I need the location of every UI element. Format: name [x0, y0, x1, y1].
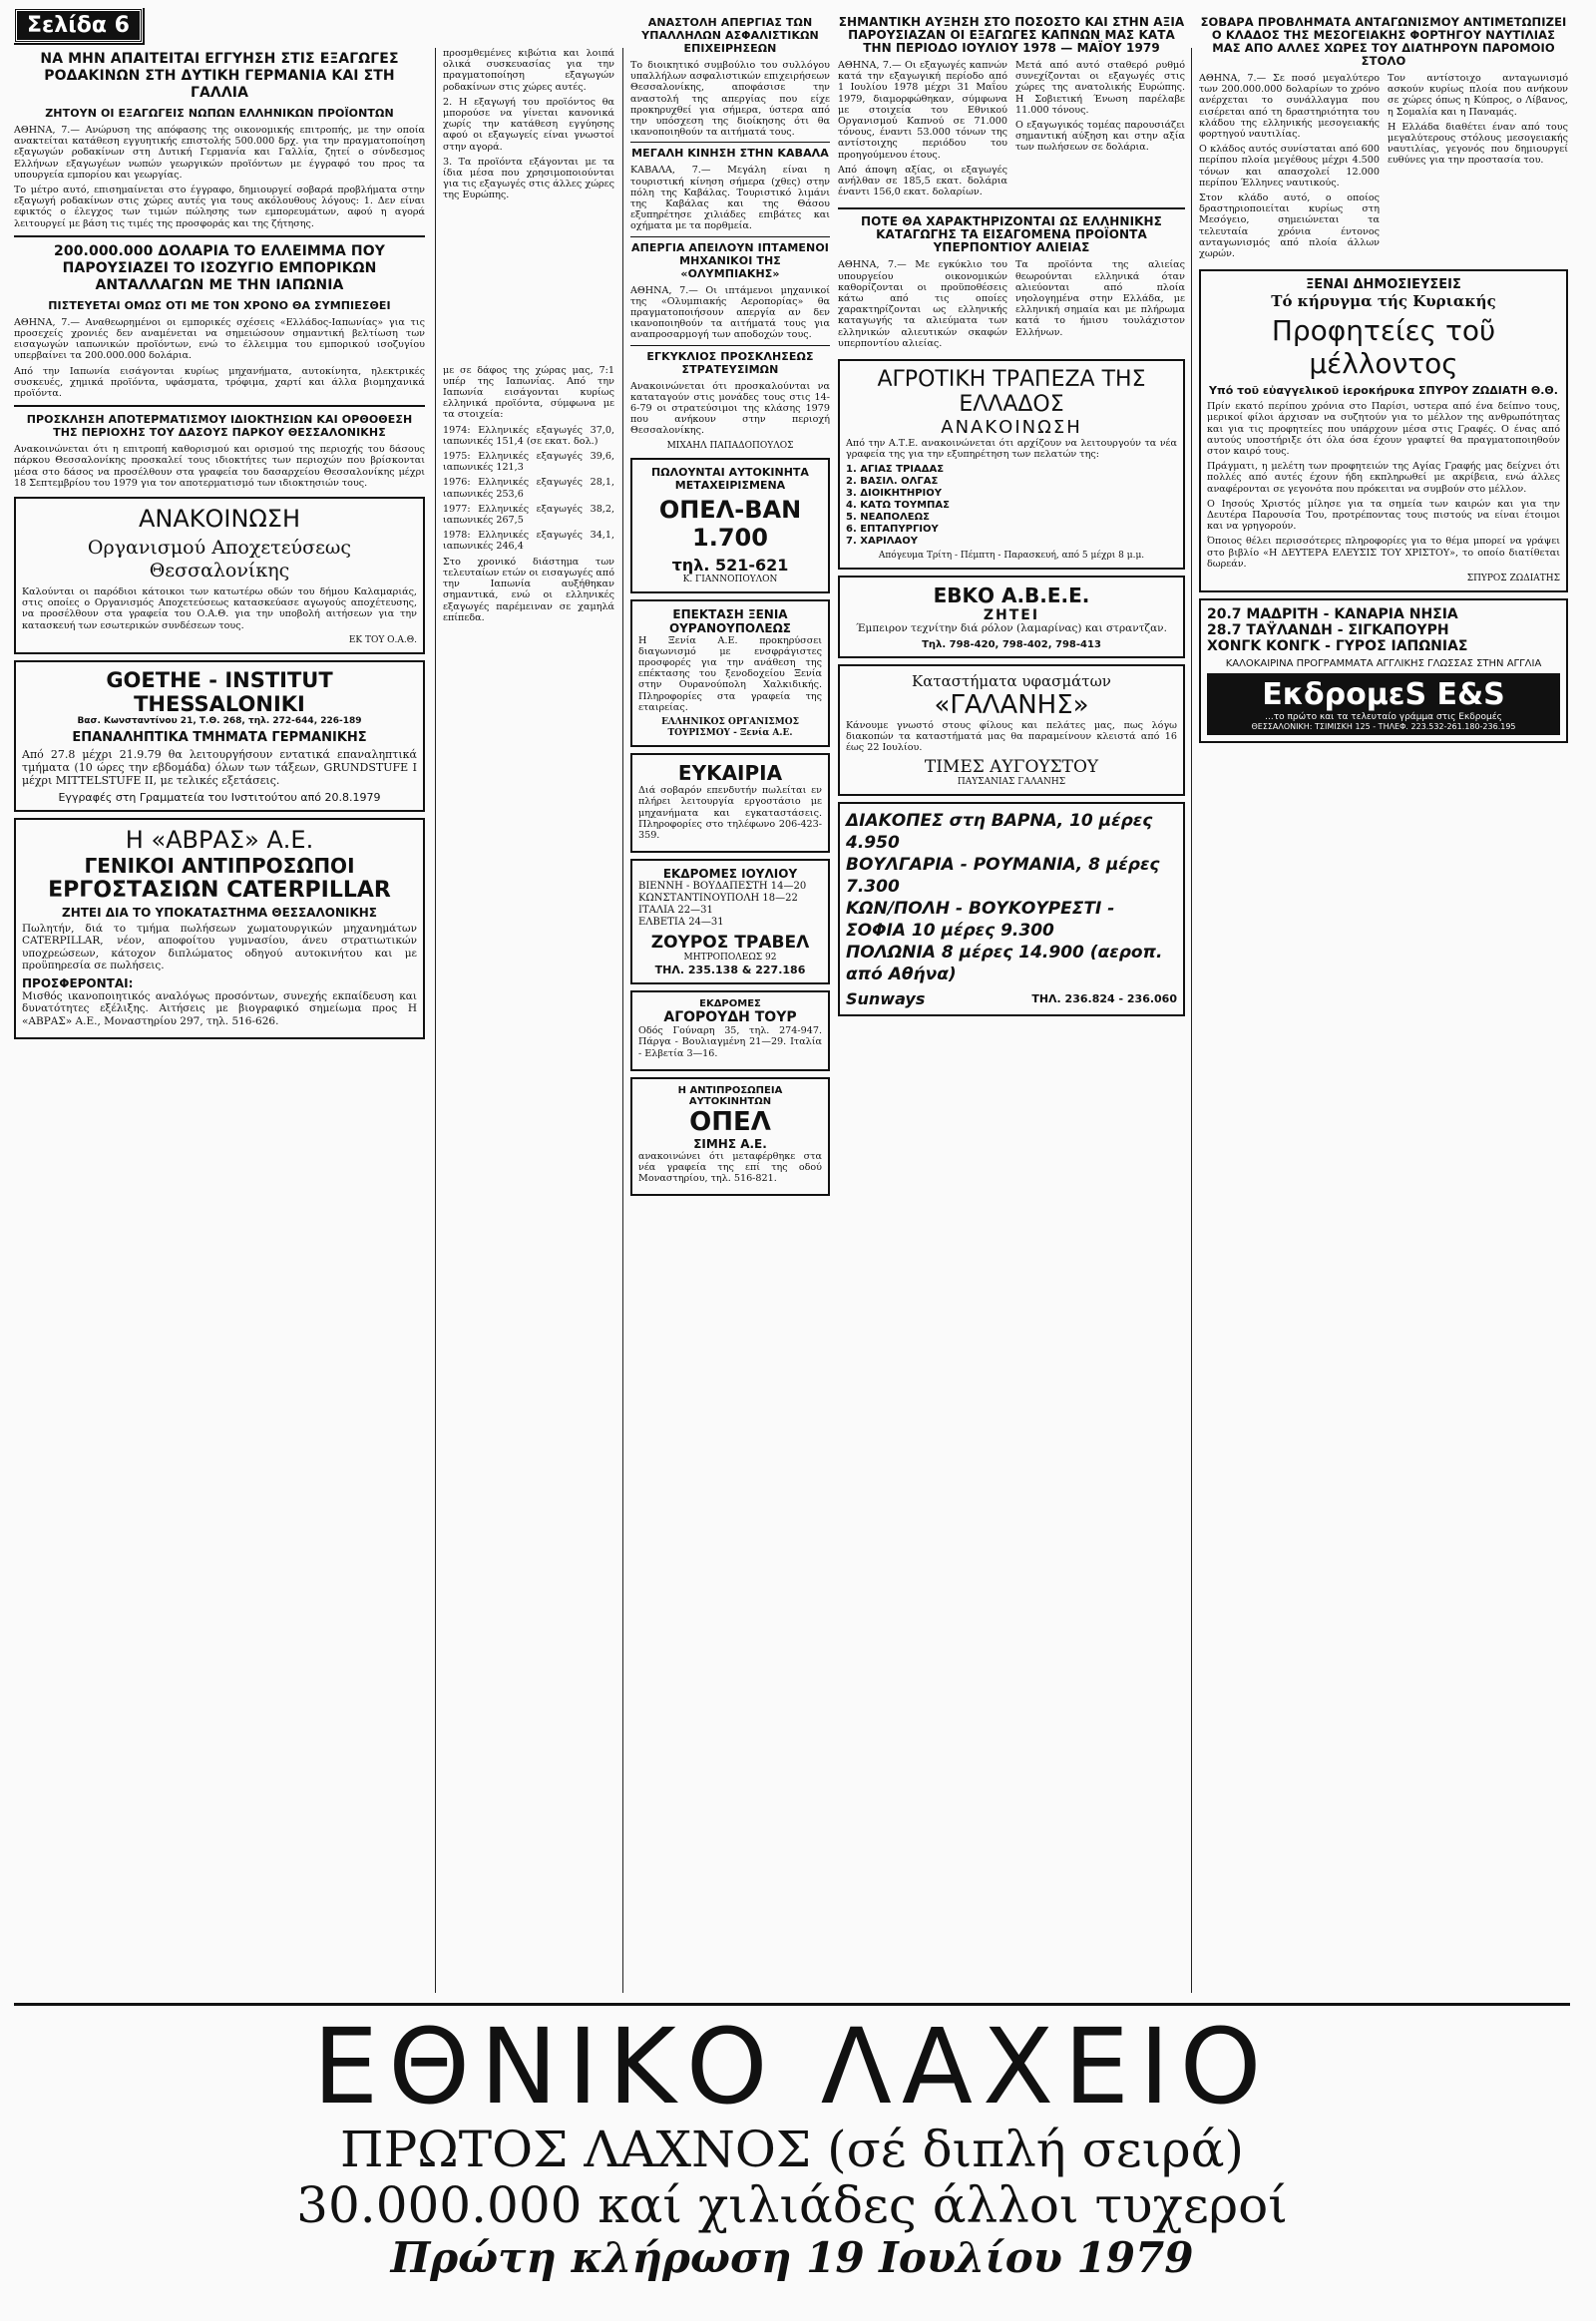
- ad-name: Κ. ΓΙΑΝΝΟΠΟΥΛΟΝ: [682, 574, 778, 584]
- ad-title: ΕΚΔΡΟΜΕΣ: [699, 998, 761, 1010]
- ad-footer: ΣΠΥΡΟΣ ΖΩΔΙΑΤΗΣ: [1466, 574, 1560, 584]
- article-text: Μετά από αυτό σταθερό ρυθμό συνεχίζονται οι εξαγωγές στις χώρες της ανατολικής Ευρώπης. Η Σοβιετική Ένωση παρέλαβε 11.000 τόνους.: [1015, 60, 1185, 116]
- article-text: Από την Ιαπωνία εισάγονται κυρίως μηχανήματα, αυτοκίνητα, ηλεκτρικές συσκευές, χημικά προϊόντα, υφάσματα, τρόφιμα, χαρτί και άλλα βιομηχανικά προϊόντα.: [14, 365, 425, 400]
- article-text: Τον αντίστοιχο ανταγωνισμό ασκούν κυρίως πλοία που ανήκουν σε χώρες όπως η Κύπρος, ο Λίβανος, η Σομαλία και η Παναμάς.: [1388, 73, 1568, 118]
- ad-tagline: ...το πρώτο και τα τελευταίο γράμμα στις Εκδρομές: [1265, 712, 1502, 723]
- ad-footer: Απόγευμα Τρίτη - Πέμπτη - Παρασκευή, από 5 μέχρι 8 μ.μ.: [878, 551, 1145, 562]
- signature: ΜΙΧΑΗΛ ΠΑΠΑΔΟΠΟΥΛΟΣ: [666, 440, 794, 451]
- ad-title: ΕΚΔΡΟΜΕΣ ΙΟΥΛΙΟΥ: [662, 867, 798, 882]
- ad-phone: τηλ. 521-621: [671, 555, 789, 575]
- list-item: ΚΩΝΣΤΑΝΤΙΝΟΥΠΟΛΗ 18—22: [638, 893, 798, 905]
- article-text: Τα προϊόντα της αλιείας θεωρούνται ελληνικά όταν αλιεύονται από πλοία νηολογημένα στην Ελλάδα, με ελληνική σημαία και με πλήρωμα κατά το ήμισυ τουλάχιστον Ελλήνων.: [1015, 259, 1185, 338]
- ad-text: Έμπειρον τεχνίτην διά ρόλον (λαμαρίνας) και στραντζαν.: [856, 622, 1167, 635]
- trip-list: [638, 881, 822, 929]
- ad-title: ΞΕΝΑΙ ΔΗΜΟΣΙΕΥΣΕΙΣ: [1306, 277, 1461, 293]
- brand-logo: Sunways: [846, 989, 926, 1009]
- stat-line: 1974: Ελληνικές εξαγωγές 37,0, ιαπωνικές 151,4 (σε εκατ. δολ.): [443, 424, 614, 447]
- trip-line: 20.7 ΜΑΔΡΙΤΗ - ΚΑΝΑΡΙΑ ΝΗΣΙΑ: [1207, 606, 1458, 623]
- headline: ΑΠΕΡΓΙΑ ΑΠΕΙΛΟΥΝ ΙΠΤΑΜΕΝΟΙ ΜΗΧΑΝΙΚΟΙ ΤΗΣ «ΟΛΥΜΠΙΑΚΗΣ»: [631, 240, 829, 280]
- column-rule: [622, 48, 623, 1993]
- article-text: ΑΘΗΝΑ, 7.— Οι εξαγωγές καπνών κατά την εξαγωγική περίοδο από 1 Ιουλίου 1978 μέχρι 31 Μαΐου 1979, διαμορφώθηκαν, σύμφωνα με στοιχεία του Εθνικού Οργανισμού Καπνού σε 71.000 τόνους, έναντι 53.000 τόνων της αντίστοιχης περιόδου του προηγούμενου έτους.: [838, 60, 1007, 161]
- ad-byline: Υπό τοῦ εὐαγγελικοῦ ἱεροκήρυκα ΣΠΥΡΟΥ ΖΩΔΙΑΤΗ Θ.Θ.: [1209, 384, 1558, 398]
- ad-footer: ΕΚ ΤΟΥ Ο.Α.Θ.: [348, 634, 417, 645]
- ad-org: Οργανισμού Αποχετεύσεως Θεσσαλονίκης: [87, 537, 352, 582]
- ad-heading: ΕΠΑΝΑΛΗΠΤΙΚΑ ΤΜΗΜΑΤΑ ΓΕΡΜΑΝΙΚΗΣ: [72, 729, 367, 745]
- lottery-banner: [14, 2003, 1570, 2310]
- page-label: Σελίδα 6: [14, 8, 143, 43]
- trip-line: 28.7 ΤΑΫΛΑΝΔΗ - ΣΙΓΚΑΠΟΥΡΗ: [1207, 622, 1449, 639]
- article-text: Η Ελλάδα διαθέτει έναν από τους μεγαλύτερους στόλους μεσογειακής ναυτιλίας, γεγονός που δημιουργεί ευθύνες για την προστασία του.: [1388, 121, 1568, 167]
- ad-line: ΓΕΝΙΚΟΙ ΑΝΤΙΠΡΟΣΩΠΟΙ: [84, 853, 355, 878]
- brand-block: [1207, 673, 1560, 735]
- lottery-line: ΠΡΩΤΟΣ ΛΑΧΝΟΣ (σέ διπλή σειρά): [340, 2121, 1244, 2178]
- list-item: 7. ΧΑΡΙΛΑΟΥ: [846, 536, 918, 548]
- ad-galanis: [838, 664, 1185, 797]
- article-text: Το μέτρο αυτό, επισημαίνεται στο έγγραφο, δημιουργεί σοβαρά προβλήματα στην εξαγωγή ροδακίνων στις χώρες αυτές για τους ακόλουθους λόγους: 1. Δεν είναι εφικτός ο έλεγχος των τιμών πώλησης των εμπορευμάτων, αφού η αγορά λειτουργεί με βάση τις τιμές της προσφοράς και της ζήτησης.: [14, 185, 425, 229]
- article-text: Από άποψη αξίας, οι εξαγωγές ανήλθαν σε 185,5 εκατ. δολάρια έναντι 156,0 εκατ. δολαρίων.: [838, 164, 1007, 198]
- ad-footer: ΕΛΛΗΝΙΚΟΣ ΟΡΓΑΝΙΣΜΟΣ ΤΟΥΡΙΣΜΟΥ - Ξενία Α.Ε.: [661, 717, 799, 739]
- ad-zouros-travel: [630, 859, 830, 984]
- article-text: ΑΘΗΝΑ, 7.— Σε ποσό μεγαλύτερο των 200.000.000 δολαρίων το χρόνο ανέρχεται το συνάλλαγμα που εισέρεται από τη δραστηριότητα του κλάδου της ελληνικής μεσογειακής φορτηγού ναυτιλίας.: [1199, 73, 1380, 141]
- ad-line: ΟΠΕΛ-ΒΑΝ 1.700: [658, 495, 802, 552]
- column-1: [14, 8, 425, 1998]
- headline: ΣΗΜΑΝΤΙΚΗ ΑΥΞΗΣΗ ΣΤΟ ΠΟΣΟΣΤΟ ΚΑΙ ΣΤΗΝ ΑΞΙΑ ΠΑΡΟΥΣΙΑΖΑΝ ΟΙ ΕΞΑΓΩΓΕΣ ΚΑΠΝΩΝ ΜΑΣ ΚΑΤΑ ΤΗΝ ΠΕΡΙΟΔΟ ΙΟΥΛΙΟΥ 1978 — ΜΑΪΟΥ 1979: [838, 16, 1185, 55]
- list-item: 2. ΒΑΣΙΛ. ΟΛΓΑΣ: [846, 476, 939, 488]
- branch-list: [846, 464, 1177, 548]
- ad-sermon: [1199, 269, 1568, 592]
- ad-text: ανακοινώνει ότι μεταφέρθηκε στα νέα γραφεία της επί της οδού Μοναστηρίου, τηλ. 516-821.: [638, 1150, 822, 1185]
- article-text: Στον κλάδο αυτό, ο οποίος δραστηριοποιείται κυρίως στη Μεσόγειο, σημειώνεται τα τελευταία χρόνια έντονος ανταγωνισμός από πλοία άλλων χωρών.: [1199, 193, 1380, 260]
- ad-text: Η Ξενία Α.Ε. προκηρύσσει διαγωνισμό με ενσφράγιστες προσφορές για την ανάθεση της επέκτασης του ξενοδοχείου Ξενία στην Ουρανούπολη Χαλκιδικής. Πληροφορίες στα γραφεία της εταιρείας.: [638, 634, 822, 713]
- headline: 200.000.000 ΔΟΛΑΡΙΑ ΤΟ ΕΛΛΕΙΜΜΑ ΠΟΥ ΠΑΡΟΥΣΙΑΖΕΙ ΤΟ ΙΣΟΖΥΓΙΟ ΕΜΠΟΡΙΚΩΝ ΑΝΤΑΛΛΑΓΩΝ ΜΕ ΤΗΝ ΙΑΠΩΝΙΑ: [54, 242, 385, 293]
- ad-sunways: [838, 802, 1185, 1016]
- lottery-title: ΕΘΝΙΚΟ ΛΑΧΕΙΟ: [312, 2006, 1272, 2128]
- ad-title: Η «ΑΒΡΑΣ» Α.Ε.: [125, 825, 314, 854]
- ad-text: Από την Α.Τ.Ε. ανακοινώνεται ότι αρχίζουν να λειτουργούν τα νέα γραφεία της για την εξυπηρέτηση των πελατών της:: [846, 438, 1177, 461]
- article-text: Ανακοινώνεται ότι η επιτροπή καθορισμού και ορισμού της περιοχής του δάσους πάρκου Θεσσαλονίκης προσκαλεί τους ιδιοκτήτες των περιοχών που βρίσκονται μέσα στο δάσος να προσέλθουν στα γραφεία του δασαρχείου Θεσσαλονίκης μέχρι 18 Σεπτεμβρίου του 1979 για τον αποτερματισμό των ιδιοκτησιών τους.: [14, 444, 425, 489]
- trip-line: ΠΟΛΩΝΙΑ 8 μέρες 14.900 (αεροπ. από Αθήνα): [846, 943, 1163, 985]
- brand-logo: ΕκδρομεS E&S: [1262, 677, 1505, 713]
- ad-address: ΘΕΣΣΑΛΟΝΙΚΗ: ΤΣΙΜΙΣΚΗ 125 - ΤΗΛΕΦ. 223.532-261.180-236.195: [1251, 722, 1516, 732]
- ad-line: ΖΗΤΕΙ ΔΙΑ ΤΟ ΥΠΟΚΑΤΑΣΤΗΜΑ ΘΕΣΣΑΛΟΝΙΚΗΣ: [62, 905, 377, 920]
- ad-subtitle: ΖΗΤΕΙ: [983, 607, 1040, 624]
- ad-text: Όποιος θέλει περισσότερες πληροφορίες για το θέμα μπορεί να γράψει στο βιβλίο «Η ΔΕΥΤΕΡΑ ΕΛΕΥΣΙΣ ΤΟΥ ΧΡΙΣΤΟΥ», το οποίο διατίθεται δωρεάν.: [1207, 536, 1560, 570]
- article-text: Ο κλάδος αυτός συνίσταται από 600 περίπου πλοία μεγέθους μέχρι 4.500 τόνων και απασχολεί 12.000 περίπου Έλληνες ναυτικούς.: [1199, 144, 1380, 189]
- ad-title: Καταστήματα υφασμάτων: [912, 671, 1111, 690]
- trip-line: ΧΟΝΓΚ ΚΟΝΓΚ - ΓΥΡΟΣ ΙΑΠΩΝΙΑΣ: [1207, 638, 1468, 655]
- ad-title: ΕΠΕΚΤΑΣΗ ΞΕΝΙΑ ΟΥΡΑΝΟΥΠΟΛΕΩΣ: [668, 606, 792, 635]
- headline: ΝΑ ΜΗΝ ΑΠΑΙΤΕΙΤΑΙ ΕΓΓΥΗΣΗ ΣΤΙΣ ΕΞΑΓΩΓΕΣ ΡΟΔΑΚΙΝΩΝ ΣΤΗ ΔΥΤΙΚΗ ΓΕΡΜΑΝΙΑ ΚΑΙ ΣΤΗ ΓΑΛΛΙΑ: [40, 51, 399, 101]
- article-text: ΚΑΒΑΛΑ, 7.— Μεγάλη είναι η τουριστική κίνηση σήμερα (χθες) στην πόλη της Καβάλας. Τουριστικό λιμάνι της Καβάλας και της Θάσου εξυπηρέτησε χιλιάδες επιβάτες και οχήματα με τα πορθμεία.: [630, 165, 830, 232]
- article-text: Στο χρονικό διάστημα των τελευταίων ετών οι εισαγωγές από την Ιαπωνία αυξήθηκαν σημαντικά, ενώ οι ελληνικές εξαγωγές παρέμειναν σε χαμηλά επίπεδα.: [443, 556, 614, 623]
- ad-footer: Εγγραφές στη Γραμματεία του Ινστιτούτου από 20.8.1979: [58, 790, 381, 804]
- ad-cars: [630, 458, 830, 593]
- trip-line: ΚΑΛΟΚΑΙΡΙΝΑ ΠΡΟΓΡΑΜΜΑΤΑ ΑΓΓΛΙΚΗΣ ΓΛΩΣΣΑΣ ΣΤΗΝ ΑΓΓΛΙΑ: [1225, 658, 1542, 670]
- lottery-date: Πρώτη κλήρωση 19 Ιουλίου 1979: [390, 2233, 1194, 2282]
- column-4: [838, 16, 1185, 1996]
- article-text: 3. Τα προϊόντα εξάγονται με τα ίδια μέσα που χρησιμοποιούνται για τις εξαγωγές στις άλλες χώρες της Ευρώπης.: [443, 156, 614, 201]
- subheadline: ΠΙΣΤΕΥΕΤΑΙ ΟΜΩΣ ΟΤΙ ΜΕ ΤΟΝ ΧΡΟΝΟ ΘΑ ΣΥΜΠΙΕΣΘΕΙ: [48, 298, 391, 312]
- list-item: 1. ΑΓΙΑΣ ΤΡΙΑΔΑΣ: [846, 464, 945, 476]
- stat-line: 1977: Ελληνικές εξαγωγές 38,2, ιαπωνικές 267,5: [443, 503, 614, 527]
- newspaper-page: [14, 8, 1570, 2312]
- ad-line: ΕΡΓΟΣΤΑΣΙΩΝ CATERPILLAR: [48, 877, 391, 903]
- ad-title: ΕΥΚΑΙΡΙΑ: [677, 761, 783, 786]
- column-3: [630, 16, 830, 1996]
- ad-text: Καλούνται οι παρόδιοι κάτοικοι των κατωτέρω οδών του δήμου Καλαμαριάς, στις οποίες ο Οργανισμός Αποχετεύσεως κατασκεύασε αγωγούς αποχέτευσης, να προσέλθουν στα γραφεία του Ο.Α.Θ. για την υποβολή αιτήσεων για την κατασκευή των εσωτερικών συνδέσεων τους.: [22, 586, 417, 631]
- article-text: Ο εξαγωγικός τομέας παρουσιάζει σημαντική αύξηση και στην αξία των πωλήσεων σε δολάρια.: [1015, 120, 1185, 154]
- stat-line: 1976: Ελληνικές εξαγωγές 28,1, ιαπωνικές 253,6: [443, 477, 614, 500]
- list-item: ΕΛΒΕΤΙΑ 24—31: [638, 917, 724, 929]
- ad-phone: ΤΗΛ. 235.138 & 227.186: [654, 964, 806, 977]
- ad-text: Μισθός ικανοποιητικός αναλόγως προσόντων, συνεχής εκπαίδευση και δυνατότητες εξέλιξης. Αιτήσεις με βιογραφικό σημείωμα προς Η «ΑΒΡΑΣ» Α.Ε., Μοναστηρίου 297, τηλ. 516-626.: [22, 989, 417, 1027]
- ad-company: ΣΙΜΗΣ Α.Ε.: [693, 1136, 767, 1151]
- list-item: 6. ΕΠΤΑΠΥΡΓΙΟΥ: [846, 524, 939, 536]
- ad-brand: ΟΠΕΛ: [689, 1106, 771, 1137]
- ad-title: ΕΒΚΟ Α.Β.Ε.Ε.: [933, 583, 1090, 608]
- article-text: ΑΘΗΝΑ, 7.— Αναθεωρημένοι οι εμπορικές σχέσεις «Ελλάδος-Ιαπωνίας» για τις προσεχείς χρονιές δεν αναμένεται να σημειώσουν σημαντική βελτίωση των εισαγωγών ιαπωνικών προϊόντων, ενώ το έλλειμμα του εμπορικού ισοζυγίου υπερβαίνει τα 200.000.000 δολάρια.: [14, 316, 425, 362]
- article-text: 2. Η εξαγωγή του προϊόντος θα μπορούσε να γίνεται κανονικά χωρίς την κατάθεση εγγύησης αφού οι εξαγωγείς είναι γνωστοί στην αγορά.: [443, 96, 614, 153]
- ad-goethe: [14, 660, 425, 812]
- stat-line: 1975: Ελληνικές εξαγωγές 39,6, ιαπωνικές 121,3: [443, 451, 614, 474]
- trip-line: ΒΟΥΛΓΑΡΙΑ - ΡΟΥΜΑΝΙΑ, 8 μέρες 7.300: [846, 855, 1160, 898]
- ad-opportunity: [630, 753, 830, 853]
- article-text: Ανακοινώνεται ότι προσκαλούνται να καταταγούν στις μονάδες τους στις 14-6-79 οι στρατεύσιμοι της κλάσης 1979 που ανήκουν στην περιοχή Θεσσαλονίκης.: [630, 380, 830, 437]
- subheadline: ΖΗΤΟΥΝ ΟΙ ΕΞΑΓΩΓΕΙΣ ΝΩΠΩΝ ΕΛΛΗΝΙΚΩΝ ΠΡΟΪΟΝΤΩΝ: [45, 107, 394, 120]
- stat-line: 1978: Ελληνικές εξαγωγές 34,1, ιαπωνικές 246,4: [443, 530, 614, 553]
- column-rule: [435, 48, 436, 1993]
- ad-text: Πράγματι, η μελέτη των προφητειών της Αγίας Γραφής μας δείχνει ότι πολλές από αυτές έχουν ήδη εκπληρωθεί με ακρίβεια, ενώ άλλες αναφέρονται σε γεγονότα που πρόκειται να συμβούν στο μέλλον.: [1207, 461, 1560, 495]
- ad-evko: [838, 576, 1185, 657]
- ad-agoroudi-tour: [630, 990, 830, 1071]
- ad-xenia: [630, 599, 830, 747]
- ad-address: ΜΗΤΡΟΠΟΛΕΩΣ 92: [683, 953, 777, 964]
- ad-title: ΑΓΡΟΤΙΚΗ ΤΡΑΠΕΖΑ ΤΗΣ ΕΛΛΑΔΟΣ: [877, 367, 1146, 418]
- list-item: 3. ΔΙΟΙΚΗΤΗΡΙΟΥ: [846, 488, 943, 500]
- trip-line: ΔΙΑΚΟΠΕΣ στη ΒΑΡΝΑ, 10 μέρες 4.950: [846, 811, 1153, 854]
- list-item: 4. ΚΑΤΩ ΤΟΥΜΠΑΣ: [846, 500, 950, 512]
- ad-company: «ΓΑΛΑΝΗΣ»: [934, 689, 1089, 720]
- column-2: [443, 48, 614, 706]
- ad-title: ΑΝΑΚΟΙΝΩΣΗ: [139, 505, 300, 534]
- article-text: Το διοικητικό συμβούλιο του συλλόγου υπαλλήλων ασφαλιστικών επιχειρήσεων Θεσσαλονίκης, αποφάσισε την αναστολή της απεργίας που είχε προκηρυχθεί για σήμερα, ύστερα από την υπόσχεση της διοίκησης ότι θα ικανοποιηθούν τα αιτήματά τους.: [630, 60, 830, 139]
- trip-line: ΚΩΝ/ΠΟΛΗ - ΒΟΥΚΟΥΡΕΣΤΙ - ΣΟΦΙΑ 10 μέρες 9.300: [846, 899, 1115, 942]
- article-text: ΑΘΗΝΑ, 7.— Ανώρυση της απόφασης της οικονομικής επιτροπής, με την οποία ανακτείται κατάθεση εγγυητικής επιστολής 500.000 δρχ. για την πραγματοποίηση εξαγωγών ροδακίνων στη Δυτική Γερμανία και Γαλλία, ζητεί ο σύνδεσμος Ελλήνων εξαγωγέων νωπών γεωργικών προϊόντων με έγγραφό του προς τα υπουργεία εμπορίου και γεωργίας.: [14, 125, 425, 181]
- list-item: ΙΤΑΛΙΑ 22—31: [638, 905, 713, 917]
- headline: ΑΝΑΣΤΟΛΗ ΑΠΕΡΓΙΑΣ ΤΩΝ ΥΠΑΛΛΗΛΩΝ ΑΣΦΑΛΙΣΤΙΚΩΝ ΕΠΙΧΕΙΡΗΣΕΩΝ: [641, 16, 819, 55]
- ad-subtitle: Τό κήρυγμα τής Κυριακής: [1271, 292, 1496, 311]
- ad-company: ΑΓΟΡΟΥΔΗ ΤΟΥΡ: [663, 1009, 797, 1026]
- ad-text: Κάνουμε γνωστό στους φίλους και πελάτες μας, πως λόγω διακοπών τα καταστήματά μας θα παραμείνουν κλειστά από 16 έως 22 Ιουλίου.: [846, 719, 1177, 754]
- ad-avras: [14, 818, 425, 1040]
- ad-phone: ΤΗΛ. 236.824 - 236.060: [1031, 992, 1177, 1006]
- ad-title: GOETHE - INSTITUT THESSALONIKI: [106, 667, 333, 716]
- ad-text: Πωλητήν, διά το τμήμα πωλήσεων χωματουργικών μηχανημάτων CATERPILLAR, νέον, αποφοίτου γυμνασίου, άνευ στρατιωτικών υποχρεώσεων, κάτοχον διπλώματος οδηγού αυτοκινήτου και με προϋπηρεσία σε πωλήσεις.: [22, 922, 417, 972]
- headline: ΣΟΒΑΡΑ ΠΡΟΒΛΗΜΑΤΑ ΑΝΤΑΓΩΝΙΣΜΟΥ ΑΝΤΙΜΕΤΩΠΙΖΕΙ Ο ΚΛΑΔΟΣ ΤΗΣ ΜΕΣΟΓΕΙΑΚΗΣ ΦΟΡΤΗΓΟΥ ΝΑΥΤΙΛΙΑΣ ΜΑΣ ΑΠΟ ΑΛΛΕΣ ΧΩΡΕΣ ΤΟΥ ΔΙΑΤΗΡΟΥΝ ΠΑΡΟΜΟΙΟ ΣΤΟΛΟ: [1200, 16, 1567, 68]
- ad-heading: Προφητείες τοῦ μέλλοντος: [1271, 314, 1496, 381]
- article-text: ΑΘΗΝΑ, 7.— Με εγκύκλιο του υπουργείου οικονομικών καθορίζονται οι προϋποθέσεις κάτω από τις οποίες χαρακτηρίζονται ως ελληνικής καταγωγής τα αλιεύματα των ελληνικών αλιευτικών σκαφών υπερποντίου αλιείας.: [838, 259, 1007, 349]
- column-rule: [1191, 48, 1192, 1993]
- headline: ΠΡΟΣΚΛΗΣΗ ΑΠΟΤΕΡΜΑΤΙΣΜΟΥ ΙΔΙΟΚΤΗΣΙΩΝ ΚΑΙ ΟΡΘΟΘΕΣΗ ΤΗΣ ΠΕΡΙΟΧΗΣ ΤΟΥ ΔΑΣΟΥΣ ΠΑΡΚΟΥ ΘΕΣΣΑΛΟΝΙΚΗΣ: [26, 413, 413, 440]
- ad-text: Από 27.8 μέχρι 21.9.79 θα λειτουργήσουν εντατικά επαναληπτικά τμήματα (10 ώρες την εβδομάδα) όλων των τάξεων, GRUNDSTUFE I μέχρι MITTELSTUFE II, με τελικές εξετάσεις.: [22, 747, 417, 787]
- ad-company: ΖΟΥΡΟΣ ΤΡΑΒΕΛ: [650, 933, 810, 954]
- ad-offer-label: ΠΡΟΣΦΕΡΟΝΤΑΙ:: [22, 975, 134, 990]
- ad-line: ΠΩΛΟΥΝΤΑΙ ΑΥΤΟΚΙΝΗΤΑ ΜΕΤΑΧΕΙΡΙΣΜΕΝΑ: [651, 465, 809, 492]
- article-text: προσμθεμένες κιβώτια και λοιπά ολικά συσκευασίας για την πραγματοποίηση εξαγωγών ροδακίνων στις χώρες αυτές.: [443, 48, 614, 93]
- lottery-line: 30.000.000 καί χιλιάδες άλλοι τυχεροί: [296, 2176, 1288, 2234]
- ad-text: Διά σοβαρόν επενδυτήν πωλείται εν πλήρει λειτουργία εργοστάσιο με μηχανήματα και εγκαταστάσεις. Πληροφορίες στο τηλέφωνο 206-423-359.: [638, 785, 822, 841]
- article-text: ΑΘΗΝΑ, 7.— Οι ιπτάμενοι μηχανικοί της «Ολυμπιακής Αεροπορίας» θα πραγματοποιήσουν απεργία αν δεν ικανοποιηθούν τα αιτήματά τους για αναπροσαρμογή των αποδοχών τους.: [630, 284, 830, 341]
- ad-oath: [14, 497, 425, 654]
- ad-subtitle: ΤΙΜΕΣ ΑΥΓΟΥΣΤΟΥ: [924, 757, 1099, 778]
- ad-footer: ΠΑΥΣΑΝΙΑΣ ΓΑΛΑΝΗΣ: [957, 777, 1066, 788]
- ad-agricultural-bank: [838, 359, 1185, 570]
- ad-text: Πρίν εκατό περίπου χρόνια στο Παρίσι, υστερα από ένα δείπνο τους, μερικοί φίλοι άρχισαν να συζητούν για το μέλλον της ανθρωπότητας και για τις προφητείες που υπάρχουν μέσα στις Γραφές. Ο ένας από αυτούς υποστήριξε ότι όλα όσα έχουν γραφτεί θα πραγματοποιηθούν στον καιρό τους.: [1207, 401, 1560, 458]
- ad-text: Οδός Γούναρη 35, τηλ. 274-947. Πάργα - Βουλιαγμένη 21—29. Ιταλία - Ελβετία 3—16.: [638, 1025, 822, 1059]
- headline: ΕΓΚΥΚΛΙΟΣ ΠΡΟΣΚΛΗΣΕΩΣ ΣΤΡΑΤΕΥΣΙΜΩΝ: [646, 349, 814, 376]
- ad-phone: Τηλ. 798-420, 798-402, 798-413: [922, 638, 1101, 650]
- headline: ΜΕΓΑΛΗ ΚΙΝΗΣΗ ΣΤΗΝ ΚΑΒΑΛΑ: [631, 147, 829, 161]
- list-item: 5. ΝΕΑΠΟΛΕΩΣ: [846, 512, 930, 524]
- ad-subtitle: ΑΝΑΚΟΙΝΩΣΗ: [941, 417, 1082, 439]
- article-text: με σε δάφος της χώρας μας, 7:1 υπέρ της Ιαπωνίας. Από την Ιαπωνία εισάγονται κυρίως ελληνικά προϊόντα, σύμφωνα με τα στοιχεία:: [443, 364, 614, 421]
- ad-text: Ο Ιησούς Χριστός μίλησε για τα σημεία των καιρών και για την Δευτέρα Παρουσία Του, προτρέποντας τους πιστούς να είναι έτοιμοι και να γρηγορούν.: [1207, 498, 1560, 533]
- ad-title: Η ΑΝΤΙΠΡΟΣΩΠΕΙΑ ΑΥΤΟΚΙΝΗΤΩΝ: [677, 1084, 783, 1107]
- headline: ΠΟΤΕ ΘΑ ΧΑΡΑΚΤΗΡΙΖΟΝΤΑΙ ΩΣ ΕΛΛΗΝΙΚΗΣ ΚΑΤΑΓΩΓΗΣ ΤΑ ΕΙΣΑΓΟΜΕΝΑ ΠΡΟΪΟΝΤΑ ΥΠΕΡΠΟΝΤΙΟΥ ΑΛΙΕΙΑΣ: [861, 214, 1162, 255]
- ad-es-tours: [1199, 598, 1568, 743]
- ad-address: Βασ. Κωνσταντίνου 21, Τ.Θ. 268, τηλ. 272-644, 226-189: [77, 715, 362, 726]
- list-item: ΒΙΕΝΝΗ - ΒΟΥΔΑΠΕΣΤΗ 14—20: [638, 881, 807, 893]
- column-6: [1199, 16, 1568, 1996]
- ad-opel: [630, 1077, 830, 1197]
